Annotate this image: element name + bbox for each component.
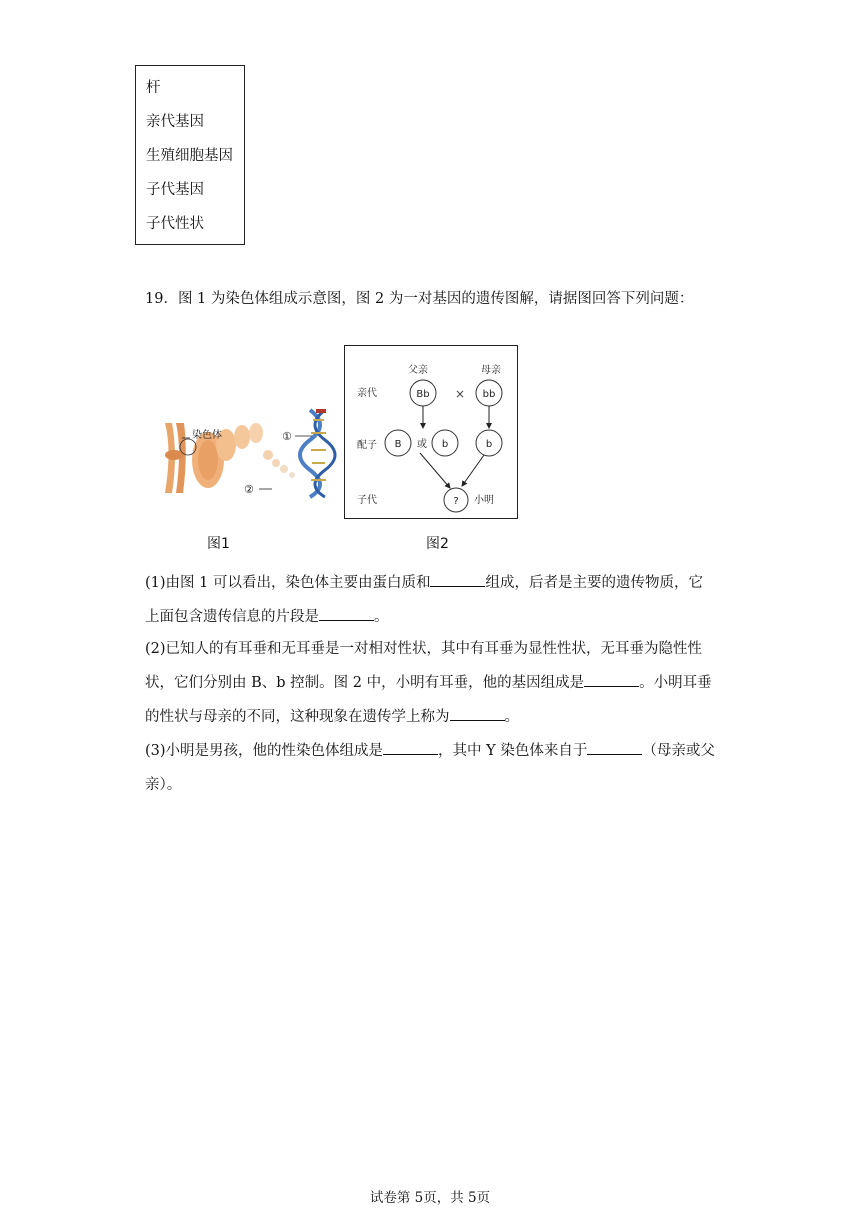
father-label: 父亲 [408, 365, 428, 376]
answer-blank-4[interactable] [450, 706, 505, 721]
marker-1: ① [282, 430, 292, 443]
chromosome-label: 染色体 [192, 430, 222, 441]
figure1-chromosome-illustration [160, 405, 338, 500]
page-footer: 试卷第 5页，共 5页 [369, 1190, 491, 1206]
box-item-rod: 杆 [146, 80, 161, 96]
box-item-offspring-trait: 子代性状 [146, 216, 204, 232]
answer-blank-5[interactable] [383, 740, 438, 755]
answer-box [135, 65, 245, 245]
answer-blank-3[interactable] [584, 672, 639, 687]
answer-blank-1[interactable] [430, 572, 485, 587]
offspring-name: 小明 [474, 495, 494, 506]
figure1-caption: 图1 [207, 536, 230, 552]
question-part-3: (3)小明是男孩，他的性染色体组成是 ，其中 Y 染色体来自于 （母亲或父亲）。 [145, 734, 717, 802]
row-label-offspring: 子代 [357, 495, 377, 506]
chromosome-x-shape [165, 423, 186, 493]
row-label-parent: 亲代 [357, 388, 377, 399]
answer-blank-2[interactable] [319, 606, 374, 621]
question-part-1: (1)由图 1 可以看出，染色体主要由蛋白质和 组成，后者是主要的遗传物质，它上面包含遗传信息的片段是 。 [145, 566, 717, 634]
gamete-b-father: b [441, 439, 449, 450]
mother-label: 母亲 [481, 365, 501, 376]
row-label-gamete: 配子 [357, 440, 377, 451]
offspring-genotype-unknown: ? [453, 496, 459, 507]
mother-genotype: bb [482, 389, 496, 400]
question-title: 19．图 1 为染色体组成示意图，图 2 为一对基因的遗传图解，请据图回答下列问题： [145, 291, 694, 307]
dna-double-helix [300, 409, 335, 497]
figure2-caption: 图2 [426, 536, 449, 552]
father-genotype: Bb [416, 389, 430, 400]
box-item-offspring-gene: 子代基因 [146, 182, 204, 198]
gamete-B: B [394, 439, 402, 450]
figure2-genetic-cross-diagram [344, 345, 518, 519]
box-item-parent-gene: 亲代基因 [146, 114, 204, 130]
cross-symbol: × [454, 387, 466, 401]
answer-blank-6[interactable] [587, 740, 642, 755]
gamete-b-mother: b [485, 439, 493, 450]
or-text: 或 [417, 439, 427, 450]
marker-2: ② [244, 483, 254, 496]
question-part-2: (2)已知人的有耳垂和无耳垂是一对相对性状，其中有耳垂为显性性状，无耳垂为隐性性状，它们分别由 B、b 控制。图 2 中，小明有耳垂，他的基因组成是 。小明耳垂的性状与母亲的不同，这种现象在遗传学上称为 。 [145, 641, 712, 725]
box-item-gamete-gene: 生殖细胞基因 [146, 148, 233, 164]
